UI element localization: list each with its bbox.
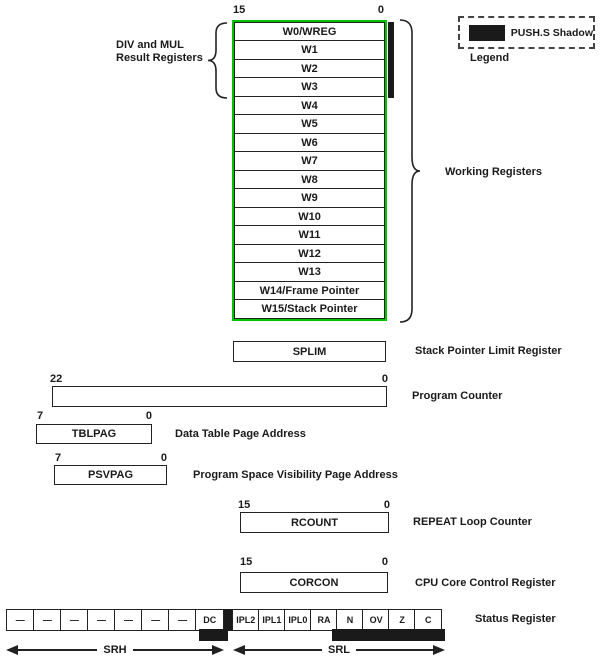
rcount-label: REPEAT Loop Counter [413,516,532,528]
status-register-label: Status Register [475,613,556,625]
program-counter-register [52,386,387,407]
working-register-row: W4 [234,96,385,116]
status-bit-cell: — [60,609,89,631]
arrow-line [356,649,433,651]
pc-bit-high: 22 [50,373,63,385]
arrow-left-icon [233,645,245,655]
legend-box [458,16,595,49]
psvpag-bit-low: 0 [160,452,167,464]
status-bit-cell: RA [310,609,338,631]
arrow-line [18,649,97,651]
legend-shadow-label: PUSH.S Shadow [510,26,593,39]
dc-shadow-bar [199,629,228,641]
working-register-row: W15/Stack Pointer [234,299,385,319]
rcount-bit-high: 15 [238,499,251,511]
working-register-row: W0/WREG [234,22,385,42]
rcount-bit-low: 0 [383,499,390,511]
psvpag-bit-high: 7 [55,452,62,464]
pushs-shadow-bar-w0-w3 [388,22,394,98]
tblpag-bit-low: 0 [145,410,152,422]
status-bit-cell: C [414,609,442,631]
working-register-row: W2 [234,59,385,79]
working-register-row: W1 [234,40,385,60]
wreg-bit-low: 0 [377,4,384,16]
arrow-right-icon [433,645,445,655]
arrow-line [245,649,322,651]
working-register-row: W11 [234,225,385,245]
status-bit-cell: — [141,609,170,631]
corcon-register: CORCON [240,572,388,593]
working-registers-label: Working Registers [445,166,542,178]
tblpag-label: Data Table Page Address [175,428,306,440]
status-srh-group [6,609,224,631]
srh-srl-shadow-divider [224,609,232,631]
splim-register: SPLIM [233,341,386,362]
status-bit-cell: — [87,609,116,631]
srl-span-arrow [233,643,445,657]
status-bit-cell: — [6,609,35,631]
div-mul-brace [207,22,228,99]
shadow-swatch-icon [469,25,505,41]
splim-label: Stack Pointer Limit Register [415,345,562,357]
srh-label: SRH [103,643,127,656]
status-bit-cell: IPL0 [284,609,312,631]
status-bit-cell: — [114,609,143,631]
status-bit-cell: Z [388,609,416,631]
working-register-row: W3 [234,77,385,97]
corcon-label: CPU Core Control Register [415,577,556,589]
working-register-row: W12 [234,244,385,264]
status-bit-cell: OV [362,609,390,631]
working-register-row: W8 [234,170,385,190]
status-bit-cell: IPL2 [232,609,260,631]
working-register-row: W6 [234,133,385,153]
tblpag-bit-high: 7 [37,410,44,422]
arrow-left-icon [6,645,18,655]
srl-label: SRL [328,643,350,656]
div-mul-label-line1: DIV and MUL [116,39,184,51]
legend-title: Legend [470,52,510,64]
working-register-row: W7 [234,151,385,171]
div-mul-label-line2: Result Registers [116,52,203,64]
status-bit-cell: IPL1 [258,609,286,631]
working-register-row: W10 [234,207,385,227]
novzc-shadow-bar [332,629,445,641]
psvpag-register: PSVPAG [54,465,167,485]
arrow-right-icon [212,645,224,655]
working-register-table [232,20,387,321]
srh-span-arrow [6,643,224,657]
program-counter-label: Program Counter [412,390,503,402]
working-register-row: W14/Frame Pointer [234,281,385,301]
tblpag-register: TBLPAG [36,424,152,444]
working-register-row: W13 [234,262,385,282]
working-registers-brace [399,19,422,323]
status-bit-cell: — [33,609,62,631]
status-register-row [6,609,442,631]
arrow-line [133,649,212,651]
status-bit-cell: N [336,609,364,631]
psvpag-label: Program Space Visibility Page Address [193,469,398,481]
working-register-row: W5 [234,114,385,134]
status-bit-cell: DC [195,609,224,631]
status-bit-cell: — [168,609,197,631]
corcon-bit-high: 15 [240,556,253,568]
corcon-bit-low: 0 [381,556,388,568]
working-register-row: W9 [234,188,385,208]
pc-bit-low: 0 [381,373,388,385]
status-srl-group [232,609,442,631]
wreg-bit-high: 15 [233,4,246,16]
rcount-register: RCOUNT [240,512,389,533]
